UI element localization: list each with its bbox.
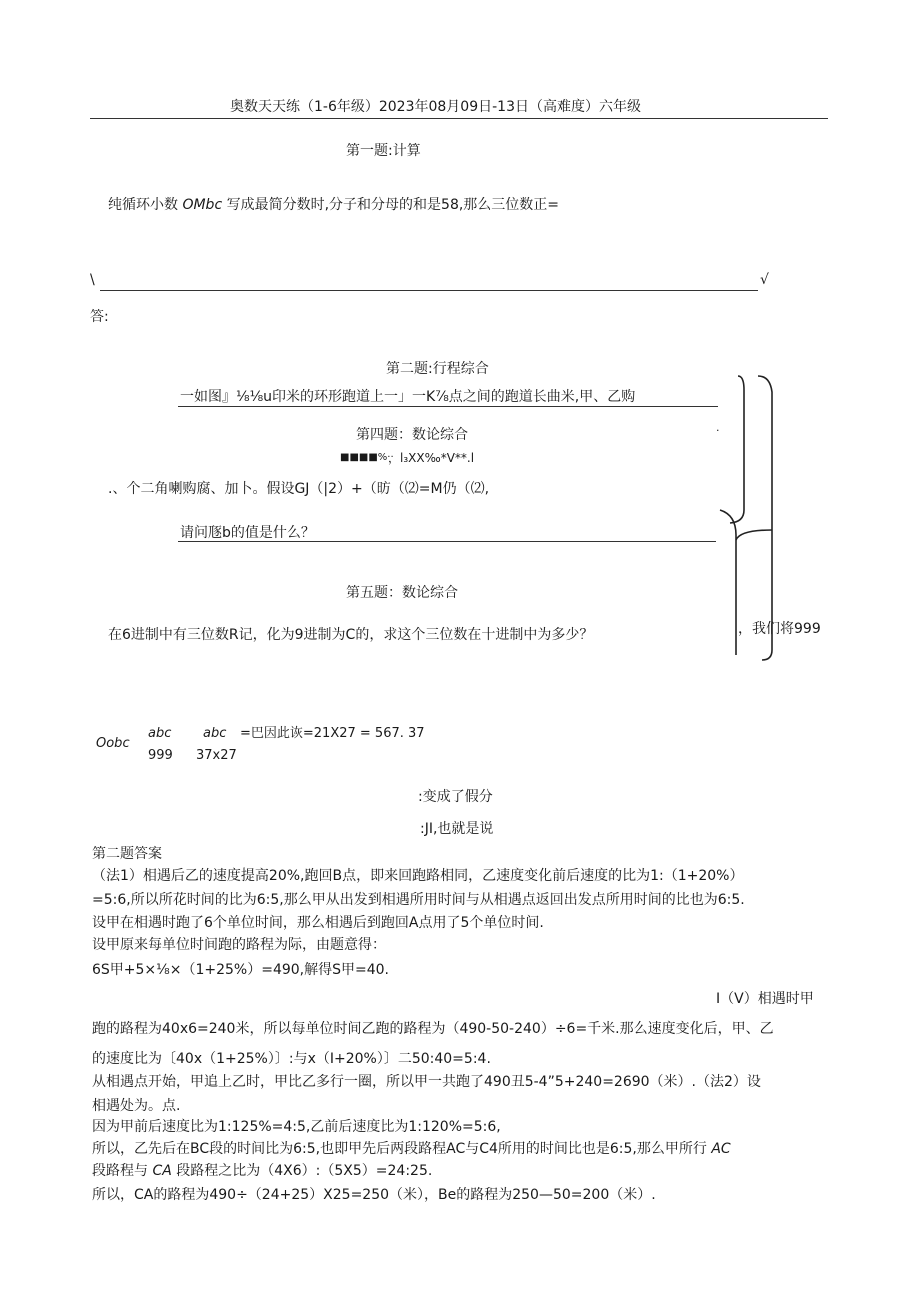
q4-line2: 请问豗b的值是什么？ xyxy=(180,525,315,541)
q1-answer-label: 答: xyxy=(90,309,109,325)
answer2-p12-text: 所以，乙先后在BC段的时间比为6:5,也即甲先后两段路程AC与C4所用的时间比也是6:5,那么甲所行 xyxy=(92,1141,707,1157)
header-divider xyxy=(90,118,828,119)
fraction-num2: abc xyxy=(203,726,227,741)
q1-text-suffix: 写成最简分数时,分子和分母的和是58,那么三位数正= xyxy=(226,197,560,213)
answer2-p9: 从相遇点开始，甲追上乙时，甲比乙多行一圈，所以甲一共跑了490丑5-4”5+240=2690（米）.（法2）设 xyxy=(92,1074,761,1090)
q5-side-text: ，我们将999 xyxy=(738,621,821,637)
document-title: 奥数天天练（1-6年级）2023年08月09日-13日（高难度）六年级 xyxy=(230,99,641,115)
brace-lower-curve xyxy=(720,510,736,655)
fraction-num1: abc xyxy=(148,726,172,741)
q1-right-mark: √ xyxy=(760,272,769,288)
answer2-p13 xyxy=(92,1160,432,1180)
brace-inner-curve xyxy=(730,376,744,523)
q4-line1: .、个二角喇购腐、加卜。假设GJ（|2）+（昉（⑵=M仍（⑵, xyxy=(108,481,490,497)
answer2-p4: 设甲原来每单位时间跑的路程为际，由题意得： xyxy=(92,937,386,953)
q1-text xyxy=(108,194,559,214)
answer2-p12 xyxy=(92,1138,731,1158)
answer2-p5: 6S甲+5×⅛×（1+25%）=490,解得S甲=40. xyxy=(92,962,390,978)
fraction-den2: 37x27 xyxy=(196,748,237,763)
fraction-rhs: =巴因此诙=21X27 = 567. 37 xyxy=(240,726,425,741)
q2-heading: 第二题:行程综合 xyxy=(386,361,489,377)
fraction-lhs: Oobc xyxy=(96,736,130,751)
answer2-p14: 所以，CA的路程为490÷（24+25）X25=250（米），Be的路程为250—50=200（米）. xyxy=(92,1187,656,1203)
q4-garbled-right: ，l₃XX‰*V**.l xyxy=(388,451,475,465)
q1-text-var: OMbc xyxy=(182,197,223,213)
q5-text: 在6进制中有三位数R记，化为9进制为C的，求这个三位数在十进制中为多少？ xyxy=(108,627,594,643)
q1-answer-line xyxy=(100,290,758,291)
q4-side-dot: · xyxy=(716,424,720,437)
answer2-p11: 因为甲前后速度比为1:125%=4:5,乙前后速度比为1:120%=5:6, xyxy=(92,1119,501,1135)
answer2-heading: 第二题答案 xyxy=(92,846,162,862)
note-line1: :变成了假分 xyxy=(418,789,493,805)
answer2-p8: 的速度比为〔40x（1+25%）〕:与x（I+20%）〕二50:40=5:4. xyxy=(92,1051,491,1067)
answer2-p13-text-a: 段路程与 xyxy=(92,1163,148,1179)
brace-connector xyxy=(736,530,772,540)
q1-left-mark: \ xyxy=(90,272,95,288)
note-line2: :JI,也就是说 xyxy=(420,821,494,837)
answer2-p7: 跑的路程为40x6=240米，所以每单位时间乙跑的路程为（490-50-240）÷6=千米.那么速度变化后，甲、乙 xyxy=(92,1021,774,1037)
answer2-p13-var: CA xyxy=(152,1163,172,1179)
fraction-den1: 999 xyxy=(148,748,173,763)
q2-underline xyxy=(178,406,718,407)
answer2-p10: 相遇处为。点. xyxy=(92,1098,181,1114)
answer2-p2: =5:6,所以所花时间的比为6:5,那么甲从出发到相遇所用时间与从相遇点返回出发点所用时间的比也为6:5. xyxy=(92,892,745,908)
q1-text-prefix: 纯循环小数 xyxy=(108,197,178,213)
answer2-p1: （法1）相遇后乙的速度提高20%,跑回B点，即来回跑路相同，乙速度变化前后速度的比为1:（1+20%） xyxy=(92,868,744,884)
q4-underline xyxy=(178,541,716,542)
answer2-p3: 设甲在相遇时跑了6个单位时间，那么相遇后到跑回A点用了5个单位时间. xyxy=(92,915,544,931)
q5-heading: 第五题：数论综合 xyxy=(346,585,458,601)
q1-heading: 第一题:计算 xyxy=(346,143,421,159)
q4-garbled-left: ■■■■%·· xyxy=(340,452,394,463)
q4-heading: 第四题：数论综合 xyxy=(356,427,468,443)
answer2-p6: I（V）相遇时甲 xyxy=(716,991,814,1007)
q2-text: 一如图』⅛⅛u印米的环形跑道上一」一K⅞点之间的跑道长曲米,甲、乙购 xyxy=(180,389,636,405)
answer2-p12-var: AC xyxy=(711,1141,731,1157)
answer2-p13-text-c: 段路程之比为（4X6）:（5X5）=24:25. xyxy=(176,1163,433,1179)
